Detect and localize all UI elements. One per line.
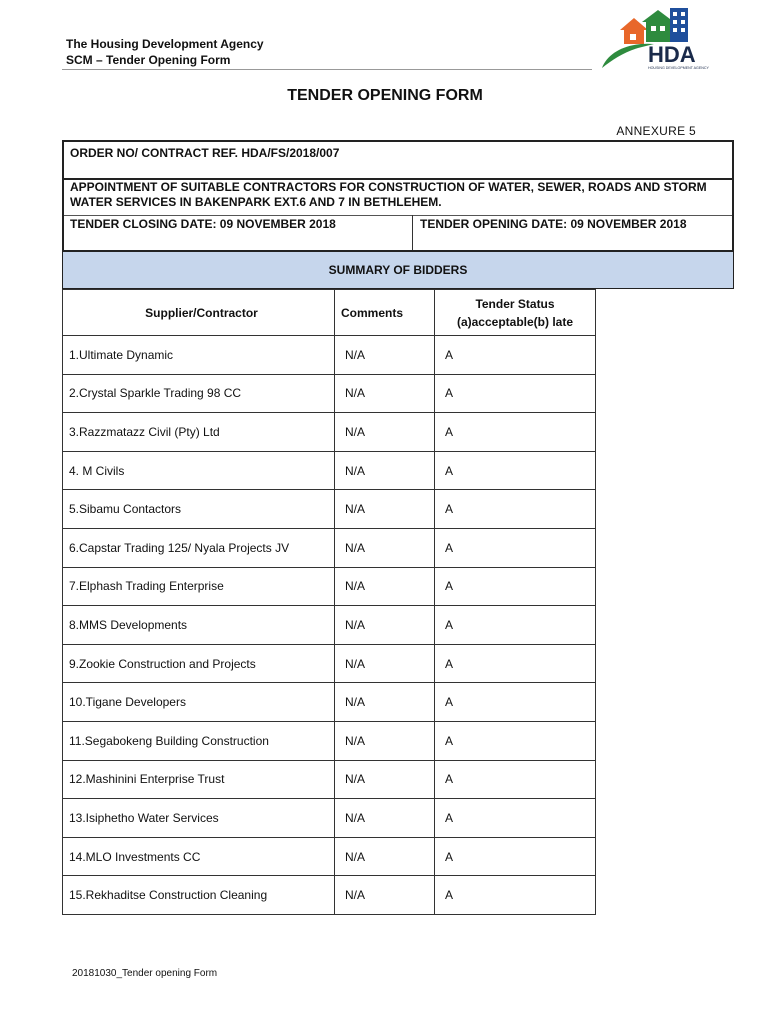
logo-wordmark: HDA bbox=[648, 42, 696, 67]
status-cell: A bbox=[435, 413, 596, 452]
supplier-cell: 4. M Civils bbox=[63, 451, 335, 490]
status-cell: A bbox=[435, 837, 596, 876]
comments-cell: N/A bbox=[335, 606, 435, 645]
status-cell: A bbox=[435, 799, 596, 838]
comments-cell: N/A bbox=[335, 683, 435, 722]
status-cell: A bbox=[435, 644, 596, 683]
supplier-cell: 9.Zookie Construction and Projects bbox=[63, 644, 335, 683]
table-row bbox=[63, 799, 596, 838]
footer-filename: 20181030_Tender opening Form bbox=[72, 968, 218, 979]
table-row bbox=[63, 490, 596, 529]
tender-description: APPOINTMENT OF SUITABLE CONTRACTORS FOR CONSTRUCTION OF WATER, SEWER, ROADS AND STORM WATER SERVICES IN BAKENPARK EXT.6 AND 7 IN BETHLEHEM. bbox=[70, 180, 707, 209]
bidders-table bbox=[62, 289, 596, 915]
status-cell: A bbox=[435, 683, 596, 722]
comments-cell: N/A bbox=[335, 451, 435, 490]
table-header-row bbox=[63, 290, 596, 336]
order-ref-box bbox=[62, 140, 734, 180]
hda-logo bbox=[598, 6, 722, 72]
status-header-line1: Tender Status bbox=[475, 296, 555, 311]
supplier-cell: 15.Rekhaditse Construction Cleaning bbox=[63, 876, 335, 915]
supplier-cell: 5.Sibamu Contactors bbox=[63, 490, 335, 529]
comments-cell: N/A bbox=[335, 721, 435, 760]
table-row bbox=[63, 374, 596, 413]
closing-date: TENDER CLOSING DATE: 09 NOVEMBER 2018 bbox=[70, 217, 336, 231]
comments-cell: N/A bbox=[335, 876, 435, 915]
status-cell: A bbox=[435, 760, 596, 799]
tender-details-box bbox=[62, 178, 734, 252]
supplier-cell: 13.Isiphetho Water Services bbox=[63, 799, 335, 838]
table-row bbox=[63, 336, 596, 375]
supplier-cell: 14.MLO Investments CC bbox=[63, 837, 335, 876]
status-cell: A bbox=[435, 876, 596, 915]
comments-cell: N/A bbox=[335, 760, 435, 799]
table-row bbox=[63, 683, 596, 722]
status-cell: A bbox=[435, 451, 596, 490]
comments-cell: N/A bbox=[335, 490, 435, 529]
page-title: TENDER OPENING FORM bbox=[287, 87, 483, 104]
comments-column-header: Comments bbox=[335, 290, 435, 336]
opening-date: TENDER OPENING DATE: 09 NOVEMBER 2018 bbox=[420, 217, 687, 231]
comments-cell: N/A bbox=[335, 528, 435, 567]
supplier-cell: 2.Crystal Sparkle Trading 98 CC bbox=[63, 374, 335, 413]
table-row bbox=[63, 606, 596, 645]
supplier-cell: 11.Segabokeng Building Construction bbox=[63, 721, 335, 760]
status-cell: A bbox=[435, 490, 596, 529]
comments-cell: N/A bbox=[335, 799, 435, 838]
table-row bbox=[63, 528, 596, 567]
status-cell: A bbox=[435, 336, 596, 375]
supplier-cell: 10.Tigane Developers bbox=[63, 683, 335, 722]
supplier-cell: 1.Ultimate Dynamic bbox=[63, 336, 335, 375]
comments-cell: N/A bbox=[335, 567, 435, 606]
comments-cell: N/A bbox=[335, 413, 435, 452]
table-row bbox=[63, 644, 596, 683]
status-cell: A bbox=[435, 567, 596, 606]
agency-name: The Housing Development Agency bbox=[66, 37, 264, 51]
table-row bbox=[63, 760, 596, 799]
comments-cell: N/A bbox=[335, 644, 435, 683]
status-cell: A bbox=[435, 606, 596, 645]
supplier-cell: 8.MMS Developments bbox=[63, 606, 335, 645]
supplier-column-header: Supplier/Contractor bbox=[63, 290, 335, 336]
document-header bbox=[66, 36, 264, 68]
status-cell: A bbox=[435, 721, 596, 760]
supplier-cell: 12.Mashinini Enterprise Trust bbox=[63, 760, 335, 799]
table-row bbox=[63, 721, 596, 760]
comments-cell: N/A bbox=[335, 374, 435, 413]
logo-subtext: HOUSING DEVELOPMENT AGENCY bbox=[648, 66, 709, 70]
status-column-header bbox=[435, 290, 596, 336]
status-header-line2: (a)acceptable(b) late bbox=[456, 314, 574, 329]
header-divider bbox=[62, 69, 592, 70]
table-row bbox=[63, 451, 596, 490]
order-ref: ORDER NO/ CONTRACT REF. HDA/FS/2018/007 bbox=[70, 146, 340, 160]
comments-cell: N/A bbox=[335, 837, 435, 876]
supplier-cell: 6.Capstar Trading 125/ Nyala Projects JV bbox=[63, 528, 335, 567]
comments-cell: N/A bbox=[335, 336, 435, 375]
annexure-label: ANNEXURE 5 bbox=[616, 124, 696, 138]
supplier-cell: 3.Razzmatazz Civil (Pty) Ltd bbox=[63, 413, 335, 452]
summary-of-bidders-heading: SUMMARY OF BIDDERS bbox=[62, 251, 734, 289]
table-row bbox=[63, 567, 596, 606]
dates-divider bbox=[412, 215, 413, 250]
table-row bbox=[63, 876, 596, 915]
table-row bbox=[63, 413, 596, 452]
table-row bbox=[63, 837, 596, 876]
status-cell: A bbox=[435, 374, 596, 413]
status-cell: A bbox=[435, 528, 596, 567]
dates-row-top-line bbox=[64, 215, 732, 216]
supplier-cell: 7.Elphash Trading Enterprise bbox=[63, 567, 335, 606]
form-name: SCM – Tender Opening Form bbox=[66, 53, 231, 67]
